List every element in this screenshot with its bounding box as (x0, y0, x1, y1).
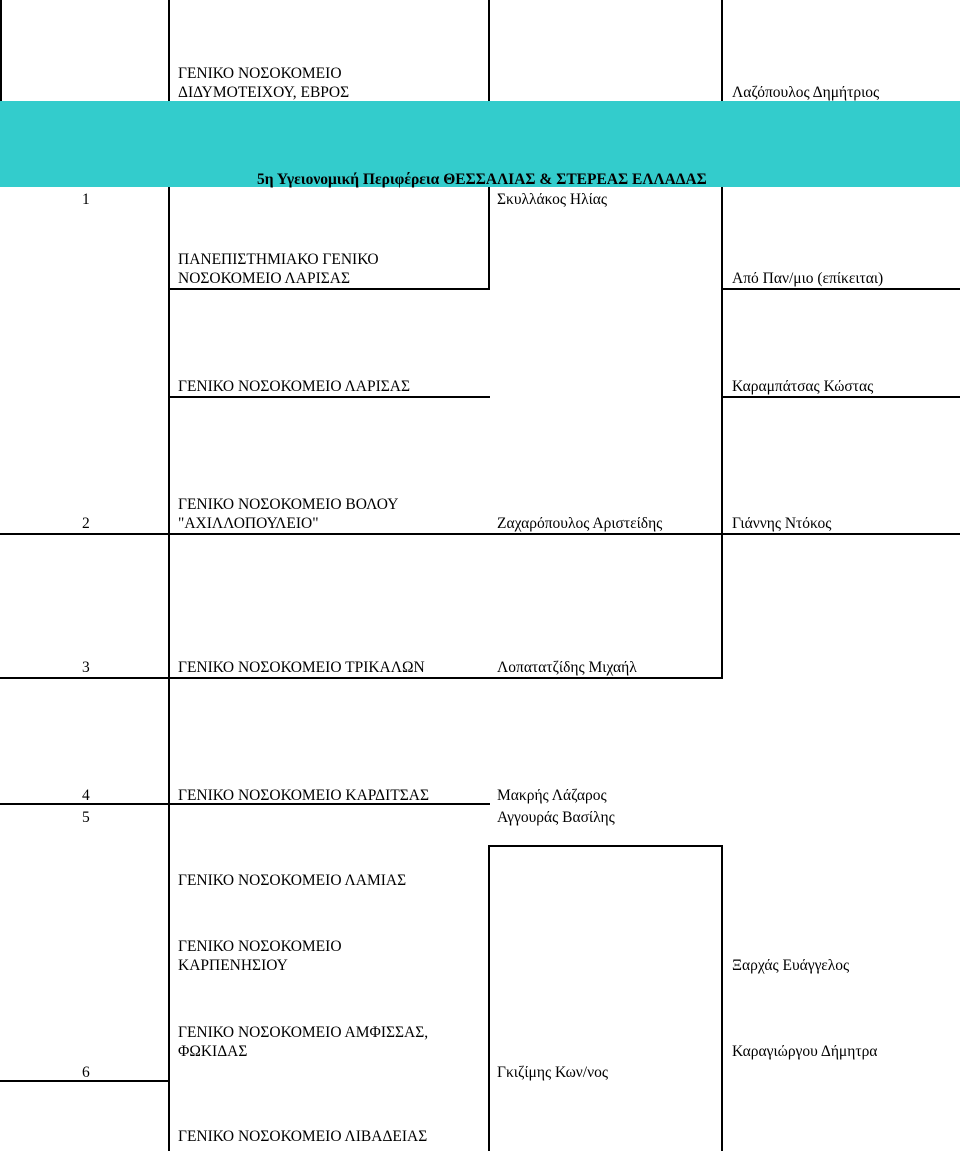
row-number: 5 (82, 809, 90, 826)
grid-line (0, 533, 960, 535)
grid-line (0, 0, 2, 101)
hospital-name: ΓΕΝΙΚΟ ΝΟΣΟΚΟΜΕΙΟ ΤΡΙΚΑΛΩΝ (178, 659, 425, 676)
hospital-name-line: ΓΕΝΙΚΟ ΝΟΣΟΚΟΜΕΙΟ (178, 938, 342, 955)
hospital-name: ΓΕΝΙΚΟ ΝΟΣΟΚΟΜΕΙΟ ΛΑΜΙΑΣ (178, 872, 407, 889)
hospital-name-line: ΚΑΡΠΕΝΗΣΙΟΥ (178, 957, 288, 974)
person-name: Καραγιώργου Δήμητρα (732, 1043, 878, 1060)
hospital-name-line: "ΑΧΙΛΛΟΠΟΥΛΕΙΟ" (178, 515, 319, 532)
row-number: 1 (82, 191, 90, 208)
person-name: Ζαχαρόπουλος Αριστείδης (497, 515, 663, 532)
row-number: 4 (82, 787, 90, 804)
hospital-name (178, 495, 398, 533)
grid-line (488, 187, 490, 288)
person-name: Αγγουράς Βασίλης (497, 809, 615, 826)
hospital-name: ΓΕΝΙΚΟ ΝΟΣΟΚΟΜΕΙΟ ΛΙΒΑΔΕΙΑΣ (178, 1128, 428, 1145)
hospital-name-line: ΠΑΝΕΠΙΣΤΗΜΙΑΚΟ ΓΕΝΙΚΟ (178, 251, 379, 268)
grid-line (0, 677, 723, 679)
hospital-name: ΓΕΝΙΚΟ ΝΟΣΟΚΟΜΕΙΟ ΛΑΡΙΣΑΣ (178, 378, 410, 395)
hospital-name (178, 64, 349, 102)
grid-line (721, 0, 723, 101)
hospital-name (178, 1023, 428, 1061)
person-name: Λοπατατζίδης Μιχαήλ (497, 659, 637, 676)
region-title: 5η Υγειονομική Περιφέρεια ΘΕΣΣΑΛΙΑΣ & ΣΤΕΡΕΑΣ ΕΛΛΑΔΑΣ (257, 171, 707, 188)
grid-line (721, 845, 723, 1151)
person-name: Ξαρχάς Ευάγγελος (732, 957, 850, 974)
hospital-name-line: ΦΩΚΙΔΑΣ (178, 1043, 248, 1060)
grid-line (168, 288, 490, 290)
person-name: Μακρής Λάζαρος (497, 787, 607, 804)
person-name: Σκυλλάκος Ηλίας (497, 191, 608, 208)
hospital-name-line: ΓΕΝΙΚΟ ΝΟΣΟΚΟΜΕΙΟ (178, 65, 342, 82)
person-name: Καραμπάτσας Κώστας (732, 378, 874, 395)
hospital-name-line: ΓΕΝΙΚΟ ΝΟΣΟΚΟΜΕΙΟ ΒΟΛΟΥ (178, 496, 399, 513)
grid-line (488, 845, 490, 1151)
hospital-name-line: ΓΕΝΙΚΟ ΝΟΣΟΚΟΜΕΙΟ ΑΜΦΙΣΣΑΣ, (178, 1024, 429, 1041)
grid-line (488, 0, 490, 101)
person-name: Από Παν/μιο (επίκειται) (732, 270, 884, 287)
grid-line (721, 288, 960, 290)
hospital-name (178, 250, 379, 288)
row-number: 6 (82, 1064, 90, 1081)
person-name: Γιάννης Ντόκος (732, 515, 832, 532)
row-number: 2 (82, 515, 90, 532)
hospital-name: ΓΕΝΙΚΟ ΝΟΣΟΚΟΜΕΙΟ ΚΑΡΔΙΤΣΑΣ (178, 787, 430, 804)
grid-line (488, 845, 723, 847)
grid-line (721, 187, 723, 678)
hospital-name-line: ΝΟΣΟΚΟΜΕΙΟ ΛΑΡΙΣΑΣ (178, 270, 350, 287)
grid-line (168, 187, 170, 1151)
hospital-name-line: ΔΙΔΥΜΟΤΕΙΧΟΥ, ΕΒΡΟΣ (178, 84, 350, 101)
person-name: Λαζόπουλος Δημήτριος (732, 84, 880, 101)
row-number: 3 (82, 659, 90, 676)
person-name: Γκιζίμης Κων/νος (497, 1064, 608, 1081)
grid-line (721, 396, 960, 398)
hospital-name (178, 937, 342, 975)
grid-line (168, 396, 490, 398)
grid-line (168, 0, 170, 101)
